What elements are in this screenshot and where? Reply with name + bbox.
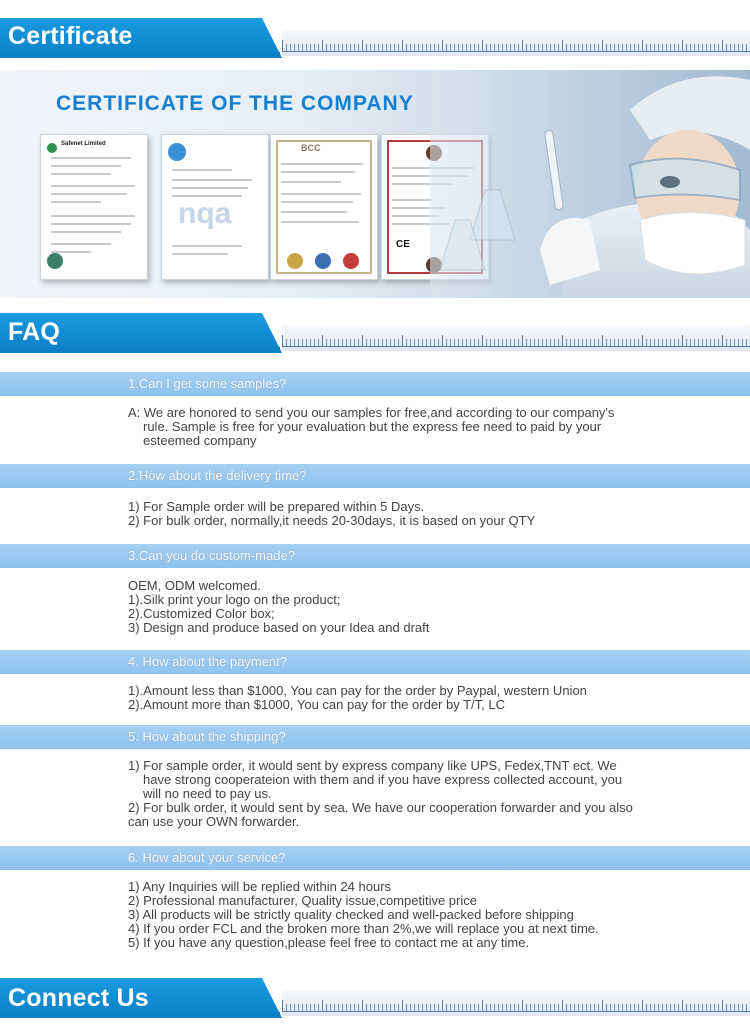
certificate-header: BCC — [301, 143, 321, 153]
section-title: FAQ — [8, 318, 60, 346]
faq-question: 2.How about the delivery time? — [128, 468, 307, 483]
banner-title: CERTIFICATE OF THE COMPANY — [56, 92, 414, 115]
answer-line: will no need to pay us. — [143, 786, 272, 801]
answer-line: 3) All products will be strictly quality checked and well-packed before shipping — [128, 907, 574, 922]
answer-line: 1) For sample order, it would sent by express company like UPS, Fedex,TNT ect. We — [128, 758, 617, 773]
header-ruler — [282, 30, 750, 56]
certificate-image-1 — [40, 134, 148, 280]
answer-line: 2) For bulk order, it would sent by sea. We have our cooperation forwarder and you also — [128, 800, 633, 815]
answer-line: rule. Sample is free for your evaluation but the express fee need to paid by your — [143, 419, 602, 434]
answer-line: 1).Amount less than $1000, You can pay for the order by Paypal, western Union — [128, 683, 587, 698]
answer-line: 1).Silk print your logo on the product; — [128, 592, 341, 607]
answer-line: esteemed company — [143, 433, 257, 448]
section-title: Connect Us — [8, 984, 149, 1012]
faq-question: 1.Can I get some samples? — [128, 376, 287, 391]
certificate-banner — [0, 70, 750, 298]
header-ruler — [282, 990, 750, 1016]
answer-line: can use your OWN forwarder. — [128, 814, 300, 829]
seal-icon — [287, 253, 303, 269]
faq-question-bar — [0, 464, 750, 488]
scientist-photo — [430, 70, 750, 298]
certificate-header: Safenet Limited — [61, 141, 106, 147]
certificate-image-3 — [270, 134, 378, 280]
answer-line: 2).Amount more than $1000, You can pay for the order by T/T, LC — [128, 697, 505, 712]
certificate-logo — [47, 143, 57, 153]
answer-line: 3) Design and produce based on your Idea and draft — [128, 620, 430, 635]
faq-question: 4. How about the payment? — [128, 654, 287, 669]
answer-line: 5) If you have any question,please feel free to contact me at any time. — [128, 935, 530, 950]
seal-icon — [343, 253, 359, 269]
certificate-logo — [168, 143, 186, 161]
faq-question-bar — [0, 846, 750, 870]
answer-line: 4) If you order FCL and the broken more than 2%,we will replace you at next time. — [128, 921, 599, 936]
seal-icon — [315, 253, 331, 269]
ruler-ticks-long — [282, 335, 750, 347]
answer-line: 2).Customized Color box; — [128, 606, 275, 621]
faq-question: 6. How about your service? — [128, 850, 286, 865]
certificate-image-2 — [161, 134, 269, 280]
answer-line: A: We are honored to send you our samples for free,and according to our company's — [128, 405, 615, 420]
faq-question: 5. How about the shipping? — [128, 729, 286, 744]
answer-line: OEM, ODM welcomed. — [128, 578, 261, 593]
answer-line: 1) For Sample order will be prepared within 5 Days. — [128, 499, 425, 514]
answer-line: 1) Any Inquiries will be replied within 24 hours — [128, 879, 392, 894]
section-header-certificate — [0, 18, 750, 58]
answer-line: 2) Professional manufacturer, Quality issue,competitive price — [128, 893, 477, 908]
ruler-ticks-long — [282, 40, 750, 52]
answer-line: 2) For bulk order, normally,it needs 20-30days, it is based on your QTY — [128, 513, 536, 528]
section-header-connect — [0, 978, 750, 1018]
section-title: Certificate — [8, 22, 133, 50]
ruler-ticks-long — [282, 1000, 750, 1012]
section-header-faq — [0, 313, 750, 353]
faq-question-bar — [0, 372, 750, 396]
faq-question-bar — [0, 544, 750, 568]
faq-question-bar — [0, 650, 750, 674]
header-ruler — [282, 325, 750, 351]
ce-mark-icon: CE — [396, 239, 410, 250]
seal-icon — [47, 253, 63, 269]
answer-line: have strong cooperateion with them and if you have express collected account, you — [143, 772, 623, 787]
faq-question-bar — [0, 725, 750, 749]
faq-question: 3.Can you do custom-made? — [128, 548, 295, 563]
watermark-logo: nqa — [178, 197, 232, 230]
